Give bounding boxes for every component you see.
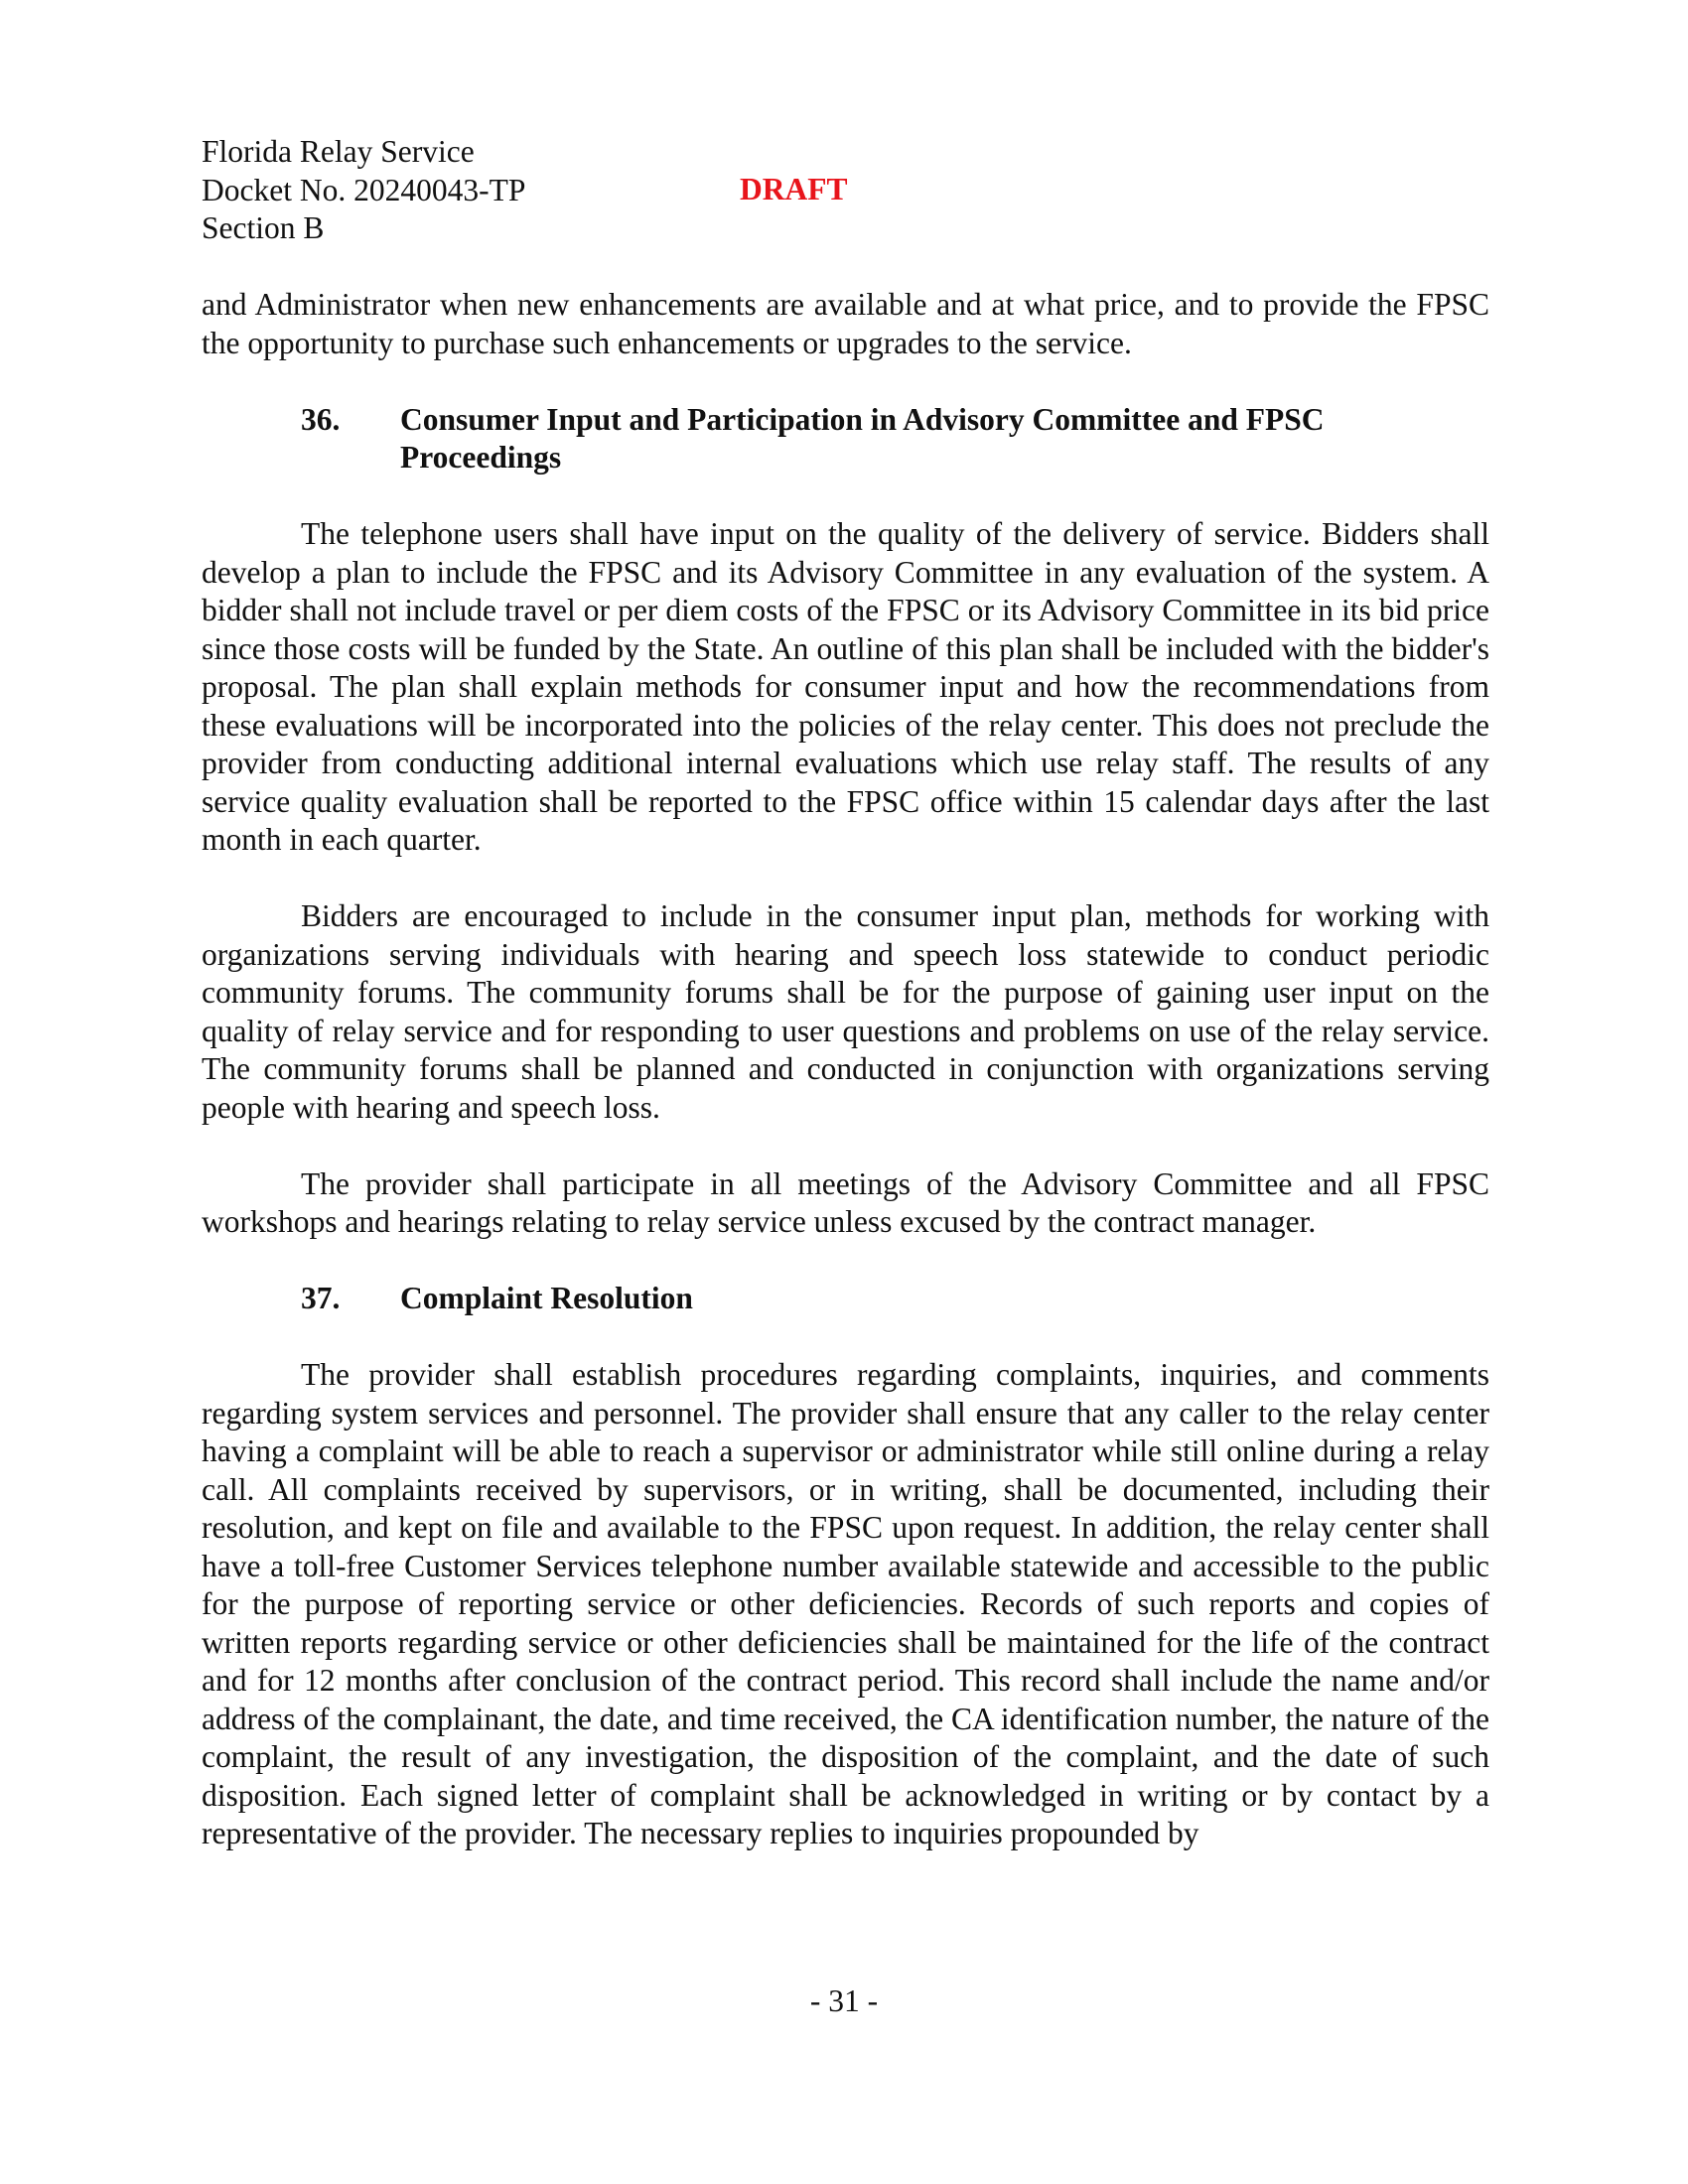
section-37-paragraph-1: The provider shall establish procedures regarding complaints, inquiries, and comments regarding system services and personnel. The provider shall ensure that any caller to the relay center having a complaint will be able to reach a supervisor or administrator while still online during a relay call. All complaints received by supervisors, or in writing, shall be documented, including their resolution, and kept on file and available to the FPSC upon request. In addition, the relay center shall have a toll-free Customer Services telephone number available statewide and accessible to the public for the purpose of reporting service or other deficiencies. Records of such reports and copies of written reports regarding service or other deficiencies shall be maintained for the life of the contract and for 12 months after conclusion of the contract period. This record shall include the name and/or address of the complainant, the date, and time received, the CA identification number, the nature of the complaint, the result of any investigation, the disposition of the complaint, and the date of such disposition. Each signed letter of complaint shall be acknowledged in writing or by contact by a representative of the provider. The necessary replies to inquiries propounded by: [202, 1357, 1489, 1850]
page-header: [202, 133, 1492, 248]
continuation-paragraph: and Administrator when new enhancements are available and at what price, and to provide the FPSC the opportunity to purchase such enhancements or upgrades to the service.: [202, 287, 1489, 360]
section-36-number: 36.: [301, 401, 341, 437]
page-number: - 31 -: [809, 1983, 879, 2018]
header-section: Section B: [202, 210, 325, 245]
section-37-number: 37.: [301, 1281, 341, 1315]
draft-label: DRAFT: [740, 172, 848, 206]
section-36-paragraph-2: Bidders are encouraged to include in the consumer input plan, methods for working with organizations serving individuals with hearing and speech loss statewide to conduct periodic community forums. The community forums shall be for the purpose of gaining user input on the quality of relay service and for responding to user questions and problems on use of the relay service. The community forums shall be planned and conducted in conjunction with organizations serving people with hearing and speech loss.: [202, 898, 1489, 1125]
section-36-heading: [202, 401, 1489, 478]
header-docket-number: Docket No. 20240043-TP: [202, 172, 526, 207]
section-37-heading: [202, 1280, 1489, 1318]
header-organization: Florida Relay Service: [202, 134, 475, 169]
section-36-title: Consumer Input and Participation in Advisory Committee and FPSC Proceedings: [400, 401, 1325, 475]
section-37-title: Complaint Resolution: [400, 1281, 693, 1315]
section-36-paragraph-3: The provider shall participate in all meetings of the Advisory Committee and all FPSC workshops and hearings relating to relay service unless excused by the contract manager.: [202, 1165, 1489, 1239]
section-36-paragraph-1: The telephone users shall have input on the quality of the delivery of service. Bidders shall develop a plan to include the FPSC and its Advisory Committee in any evaluation of the system. A bidder shall not include travel or per diem costs of the FPSC or its Advisory Committee in its bid price since those costs will be funded by the State. An outline of this plan shall be included with the bidder's proposal. The plan shall explain methods for consumer input and how the recommendations from these evaluations will be incorporated into the policies of the relay center. This does not preclude the provider from conducting additional internal evaluations which use relay staff. The results of any service quality evaluation shall be reported to the FPSC office within 15 calendar days after the last month in each quarter.: [202, 516, 1489, 857]
document-body: [202, 286, 1489, 1853]
